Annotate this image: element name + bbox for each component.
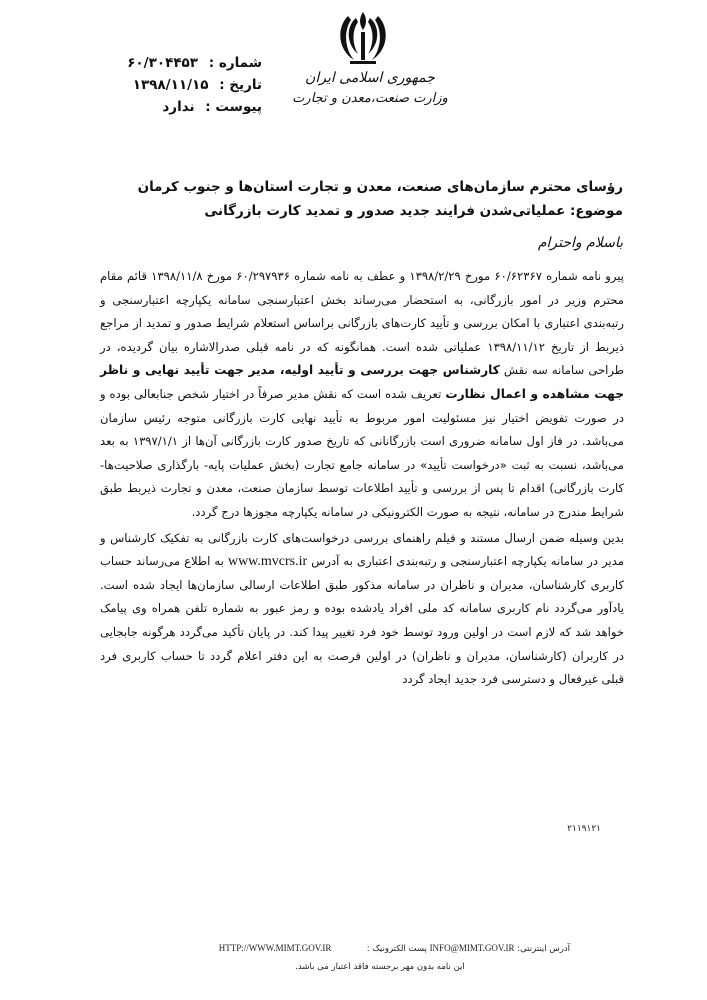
footer-email-link[interactable]: INFO@MIMT.GOV.IR	[429, 943, 515, 953]
footer-validity-note: این نامه بدون مهر برجسته فاقد اعتبار می باشد.	[295, 962, 465, 972]
letter-greeting: باسلام واحترام	[537, 235, 623, 251]
paragraph-1	[100, 265, 624, 525]
letter-recipient: رؤسای محترم سازمان‌های صنعت، معدن و تجارت استان‌ها و جنوب کرمان	[137, 179, 623, 195]
letter-body	[100, 265, 624, 692]
letter-date-label: تاریخ :	[219, 77, 262, 93]
paragraph-1-part-a: پیرو نامه شماره ۶۰/۶۲۳۶۷ مورخ ۱۳۹۸/۲/۲۹ و عطف به نامه شماره ۶۰/۲۹۷۹۳۶ مورخ ۱۳۹۸/۱۱/۸ قائم مقام محترم وزیر در امور بازرگانی، به استحضار می‌رساند بخش اعتبارسنجی سامانه یکپارچه اعتبارسنجی و رتبه‌بندی اعتباری با امکان بررسی و تأیید کارت‌های بازرگانی براساس استعلام شرایط صدور و تمدید از مراجع ذیربط از تاریخ ۱۳۹۸/۱۱/۱۲ عملیاتی شده است. همانگونه که در نامه قبلی صدرالاشاره بیان گردیده، در طراحی سامانه سه نقش	[100, 269, 625, 378]
paragraph-2-part-a: بدین وسیله ضمن ارسال مستند و فیلم راهنمای بررسی درخواست‌های کارت بازرگانی به تفکیک کارشناس و مدیر در سامانه یکپارچه اعتبارسنجی و رتبه‌بندی اعتباری به آدرس	[100, 530, 625, 569]
letter-attachment-row	[62, 96, 262, 118]
letter-attachment-label: پیوست :	[205, 99, 262, 115]
republic-name: جمهوری اسلامی ایران	[305, 70, 435, 86]
letter-number: ۶۰/۳۰۴۴۵۳	[127, 55, 199, 71]
letter-number-label: شماره :	[208, 55, 262, 71]
paragraph-2	[100, 527, 624, 692]
letter-meta	[62, 52, 262, 118]
letter-subject: موضوع: عملیاتی‌شدن فرایند جدید صدور و تمدید کارت بازرگانی	[204, 203, 623, 219]
iran-emblem-icon	[338, 8, 388, 66]
letter-attachment: ندارد	[162, 99, 195, 115]
letter-date-row	[62, 74, 262, 96]
paragraph-1-part-b: تعریف شده است که نقش مدیر صرفاً در اختیار شخص جنابعالی بوده و در صورت تفویض اختیار نیز مسئولیت امور مربوط به تأیید نهایی کارت بازرگانی متوجه رئیس سازمان می‌باشد. در فاز اول سامانه ضروری است بازرگانانی که تاریخ صدور کارت بازرگانی آن‌ها از ۱۳۹۷/۱/۱ به بعد می‌باشد، نسبت به ثبت «درخواست تأیید» در سامانه جامع تجارت (بخش عملیات پایه- بارگذاری صلاحیت‌ها- کارت بازرگانی) اقدام تا پس از بررسی و تأیید اطلاعات توسط سازمان صنعت، معدن و تجارت ذیربط طبق شرایط مندرج در سامانه، نتیجه به صورت الکترونیکی در سامانه یکپارچه مجوزها درج گردد.	[100, 386, 624, 519]
footer-email-label: پست الکترونیک :	[366, 944, 427, 954]
letter-number-row	[62, 52, 262, 74]
letter-date: ۱۳۹۸/۱۱/۱۵	[132, 77, 209, 93]
mvcrs-link[interactable]: www.mvcrs.ir	[227, 554, 308, 570]
paragraph-1-roles: کارشناس جهت بررسی و تأیید اولیه، مدیر جهت تأیید نهایی و ناظر جهت مشاهده و اعمال نظارت	[100, 363, 624, 401]
footer-site-link[interactable]: HTTP://WWW.MIMT.GOV.IR	[218, 943, 332, 953]
ministry-name: وزارت صنعت،معدن و تجارت	[292, 91, 448, 106]
letter-footer	[150, 943, 570, 954]
ministry-title	[290, 68, 450, 110]
footer-site-label: آدرس اینترنتی:	[517, 944, 570, 954]
paragraph-2-part-b: به اطلاع می‌رساند حساب کاربری کارشناسان، مدیران و ناظران در سامانه مذکور طبق اطلاعات ارسالی سازمان‌ها ایجاد شده است. یادآور می‌گردد نام کاربری سامانه کد ملی افراد یادشده بوده و رمز عبور به شماره تلفن همراه وی پیامک خواهد شد که لازم است در اولین ورود توسط خود فرد تغییر پیدا کند. در پایان تأکید می‌گردد هرگونه جابجایی در کاربران (کارشناسان، مدیران و ناظران) در اولین فرصت به این دفتر اعلام گردد تا حساب کاربری فرد قبلی غیرفعال و دسترسی فرد جدید ایجاد گردد	[100, 554, 624, 687]
document-code: ۲۱۱۹۱۲۱	[567, 824, 601, 834]
